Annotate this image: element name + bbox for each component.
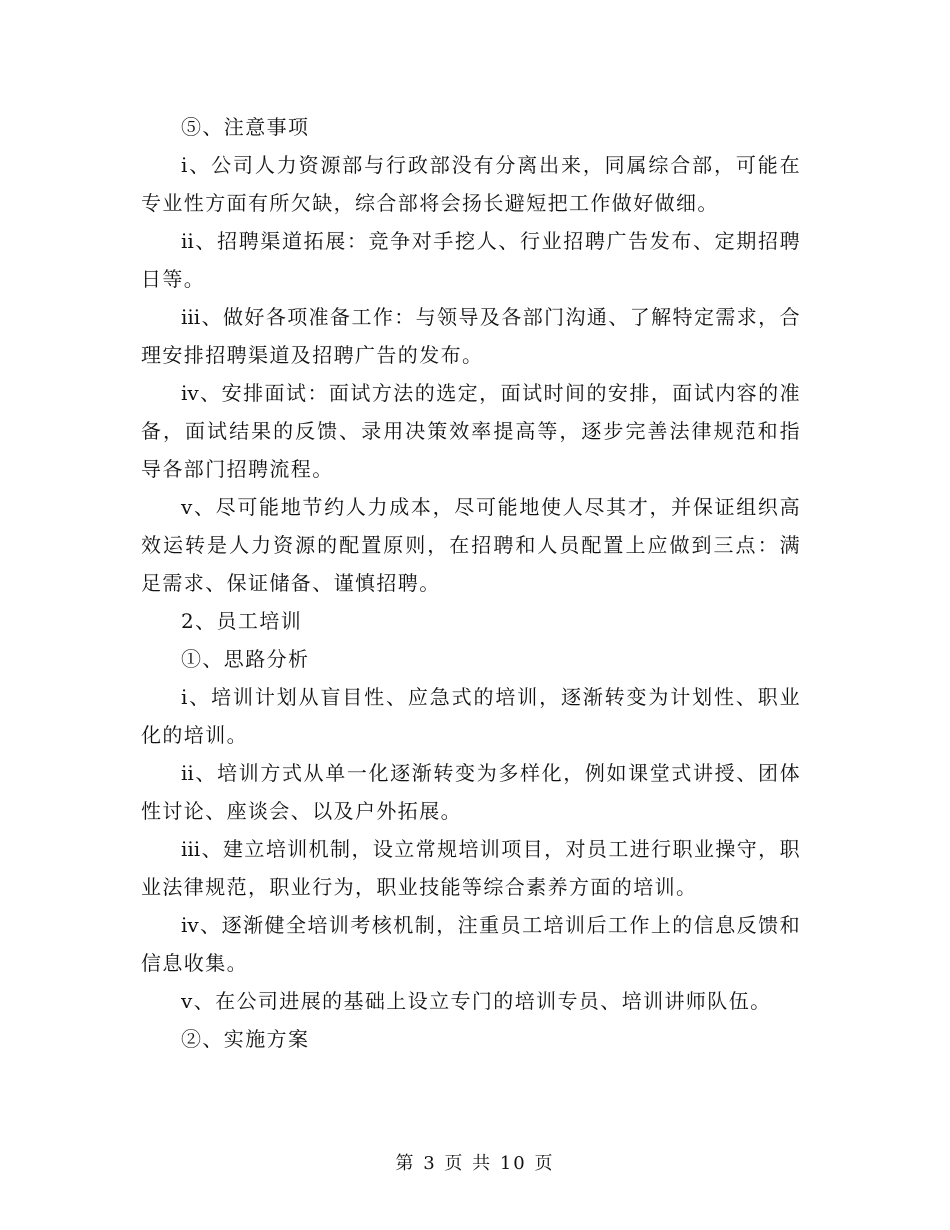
paragraph-analysis-1: ⅰ、培训计划从盲目性、应急式的培训，逐渐转变为计划性、职业化的培训。	[141, 685, 801, 747]
paragraph-note-2: ⅱ、招聘渠道拓展：竞争对手挖人、行业招聘广告发布、定期招聘日等。	[141, 229, 801, 291]
heading-implementation: ②、实施方案	[181, 1027, 310, 1051]
paragraph-analysis-3: ⅲ、建立培训机制，设立常规培训项目，对员工进行职业操守，职业法律规范，职业行为，职业技能等综合素养方面的培训。	[141, 837, 801, 899]
document-body	[141, 108, 801, 1058]
page-number: 第 3 页 共 10 页	[395, 1153, 555, 1174]
paragraph-analysis-4: ⅳ、逐渐健全培训考核机制，注重员工培训后工作上的信息反馈和信息收集。	[141, 913, 801, 975]
heading-analysis: ①、思路分析	[181, 647, 310, 671]
paragraph-analysis-2: ⅱ、培训方式从单一化逐渐转变为多样化，例如课堂式讲授、团体性讨论、座谈会、以及户外拓展。	[141, 761, 801, 823]
paragraph-note-5: ⅴ、尽可能地节约人力成本，尽可能地使人尽其才，并保证组织高效运转是人力资源的配置原则，在招聘和人员配置上应做到三点：满足需求、保证储备、谨慎招聘。	[141, 495, 801, 595]
paragraph-note-4: ⅳ、安排面试：面试方法的选定，面试时间的安排，面试内容的准备，面试结果的反馈、录用决策效率提高等，逐步完善法律规范和指导各部门招聘流程。	[141, 381, 801, 481]
paragraph-note-1: ⅰ、公司人力资源部与行政部没有分离出来，同属综合部，可能在专业性方面有所欠缺，综合部将会扬长避短把工作做好做细。	[141, 153, 801, 215]
heading-employee-training: 2、员工培训	[181, 609, 303, 633]
paragraph-analysis-5: ⅴ、在公司进展的基础上设立专门的培训专员、培训讲师队伍。	[181, 989, 772, 1013]
paragraph-note-3: ⅲ、做好各项准备工作：与领导及各部门沟通、了解特定需求，合理安排招聘渠道及招聘广告的发布。	[141, 305, 801, 367]
heading-notes: ⑤、注意事项	[181, 115, 310, 139]
